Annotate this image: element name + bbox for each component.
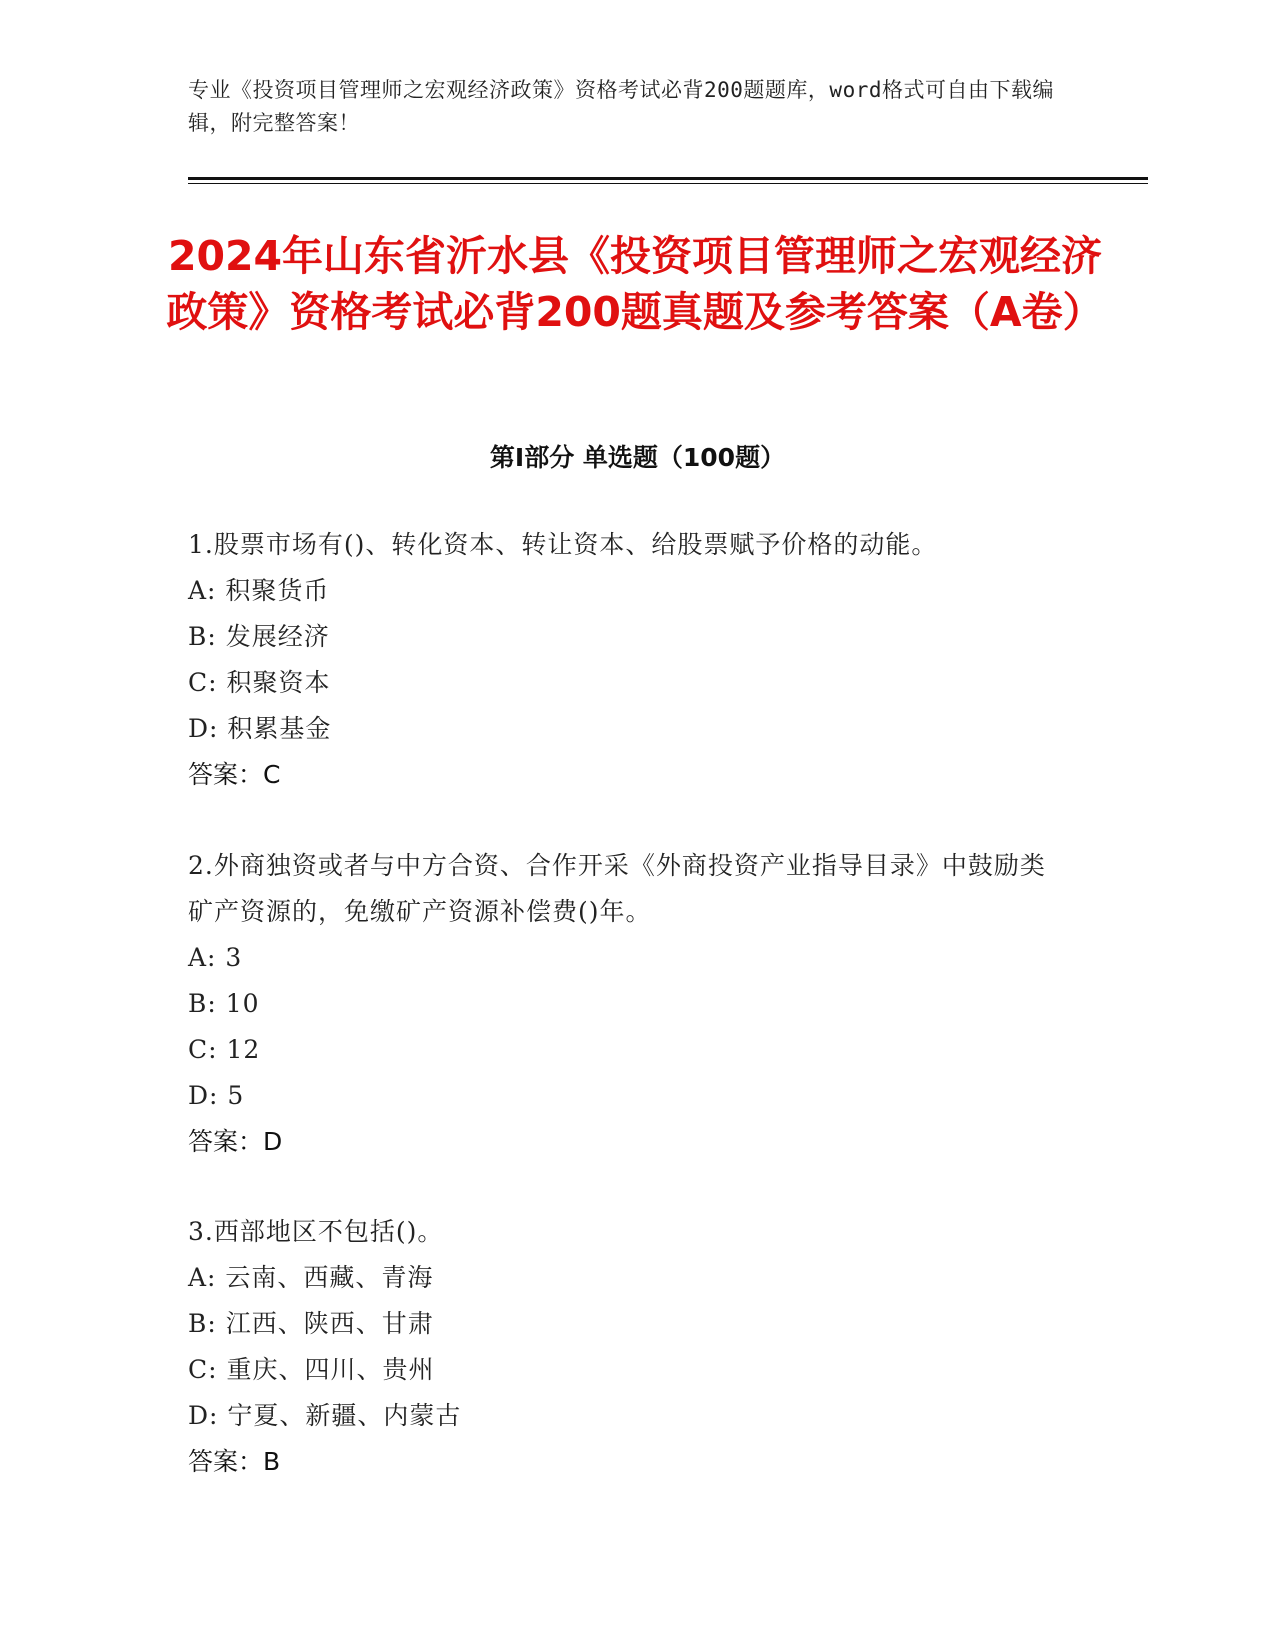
question-1 [188,522,1068,798]
option-a: A: 积聚货币 [188,576,330,605]
option-c: C: 12 [188,1035,261,1064]
option-c: C: 重庆、四川、贵州 [188,1355,435,1384]
question-stem: 2.外商独资或者与中方合资、合作开采《外商投资产业指导目录》中鼓励类矿产资源的，免缴矿产资源补偿费()年。 [188,851,1046,926]
option-b: B: 10 [188,989,260,1018]
option-a: A: 云南、西藏、青海 [188,1263,434,1292]
option-d: D: 宁夏、新疆、内蒙古 [188,1401,462,1430]
question-stem: 1.股票市场有()、转化资本、转让资本、给股票赋予价格的动能。 [188,530,938,559]
header-rule-thin [188,183,1148,184]
question-3 [188,1209,1068,1485]
option-d: D: 5 [188,1081,245,1110]
answer: 答案：D [188,1127,283,1156]
option-d: D: 积累基金 [188,714,332,743]
answer: 答案：B [188,1447,281,1476]
document-title: 2024年山东省沂水县《投资项目管理师之宏观经济政策》资格考试必背200题真题及参考答案（A卷） [166,232,1104,336]
question-2 [188,843,1068,1165]
header-rule-thick [188,177,1148,180]
question-stem: 3.西部地区不包括()。 [188,1217,444,1246]
option-a: A: 3 [188,943,243,972]
header-note: 专业《投资项目管理师之宏观经济政策》资格考试必背200题题库，word格式可自由下载编辑，附完整答案！ [188,78,1054,135]
answer: 答案：C [188,760,281,789]
option-c: C: 积聚资本 [188,668,331,697]
option-b: B: 发展经济 [188,622,330,651]
section-title: 第Ⅰ部分 单选题（100题） [489,443,786,472]
option-b: B: 江西、陕西、甘肃 [188,1309,434,1338]
